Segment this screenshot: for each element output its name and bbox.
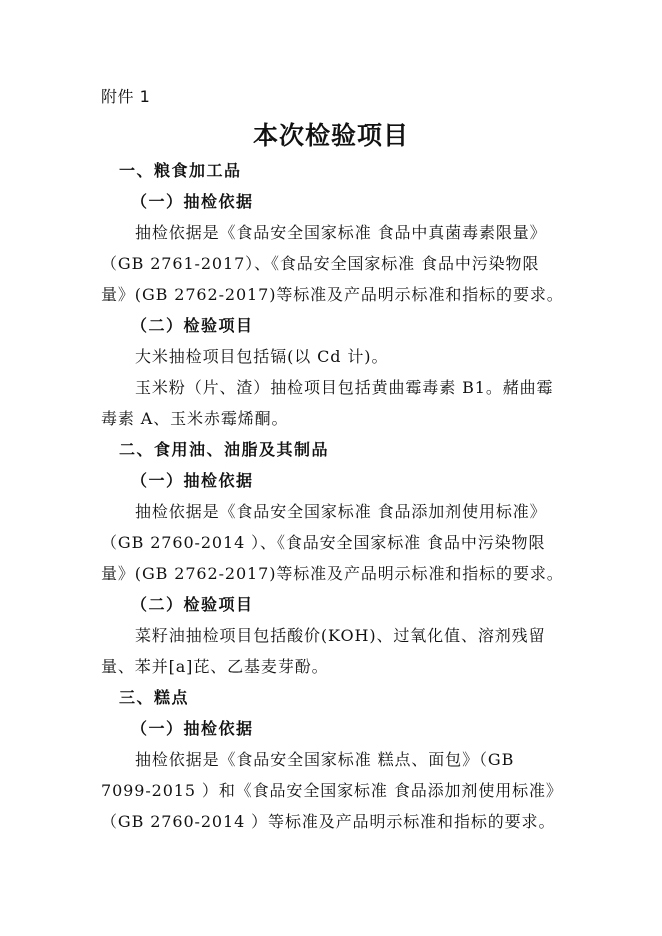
section-heading: 一、粮食加工品 [119, 161, 242, 180]
paragraph-line: 菜籽油抽检项目包括酸价(KOH)、过氧化值、溶剂残留 [135, 626, 546, 645]
paragraph-line: （GB 2760-2014 ）等标准及产品明示标准和指标的要求。 [101, 812, 556, 831]
paragraph-line: 量》(GB 2762-2017)等标准及产品明示标准和指标的要求。 [101, 285, 564, 304]
paragraph-line: 毒素 A、玉米赤霉烯酮。 [101, 409, 289, 428]
paragraph-line: 抽检依据是《食品安全国家标准 糕点、面包》（GB [135, 750, 515, 769]
attachment-label: 附件 1 [101, 87, 151, 106]
paragraph-line: 7099-2015 ）和《食品安全国家标准 食品添加剂使用标准》 [101, 781, 563, 800]
paragraph-line: 量、苯并[a]芘、乙基麦芽酚。 [101, 657, 329, 676]
section-edible-oils [101, 434, 567, 682]
section-pastries [101, 682, 567, 837]
document-body [101, 155, 567, 837]
subsection-heading-items: （二）检验项目 [131, 316, 254, 335]
paragraph-line: （GB 2761-2017）、《食品安全国家标准 食品中污染物限 [101, 254, 540, 273]
paragraph-line: 抽检依据是《食品安全国家标准 食品添加剂使用标准》 [135, 502, 547, 521]
paragraph-line: 大米抽检项目包括镉(以 Cd 计)。 [135, 347, 389, 366]
document-title: 本次检验项目 [252, 121, 409, 150]
paragraph-line: 量》(GB 2762-2017)等标准及产品明示标准和指标的要求。 [101, 564, 564, 583]
paragraph-line: 抽检依据是《食品安全国家标准 食品中真菌毒素限量》 [135, 223, 547, 242]
subsection-heading-basis: （一）抽检依据 [131, 471, 254, 490]
section-grain-products [101, 155, 567, 434]
paragraph-line: （GB 2760-2014 ）、《食品安全国家标准 食品中污染物限 [101, 533, 546, 552]
subsection-heading-basis: （一）抽检依据 [131, 719, 254, 738]
section-heading: 二、食用油、油脂及其制品 [119, 440, 330, 459]
paragraph-line: 玉米粉（片、渣）抽检项目包括黄曲霉毒素 B1。赭曲霉 [135, 378, 554, 397]
section-heading: 三、糕点 [119, 688, 190, 707]
subsection-heading-items: （二）检验项目 [131, 595, 254, 614]
subsection-heading-basis: （一）抽检依据 [131, 192, 254, 211]
